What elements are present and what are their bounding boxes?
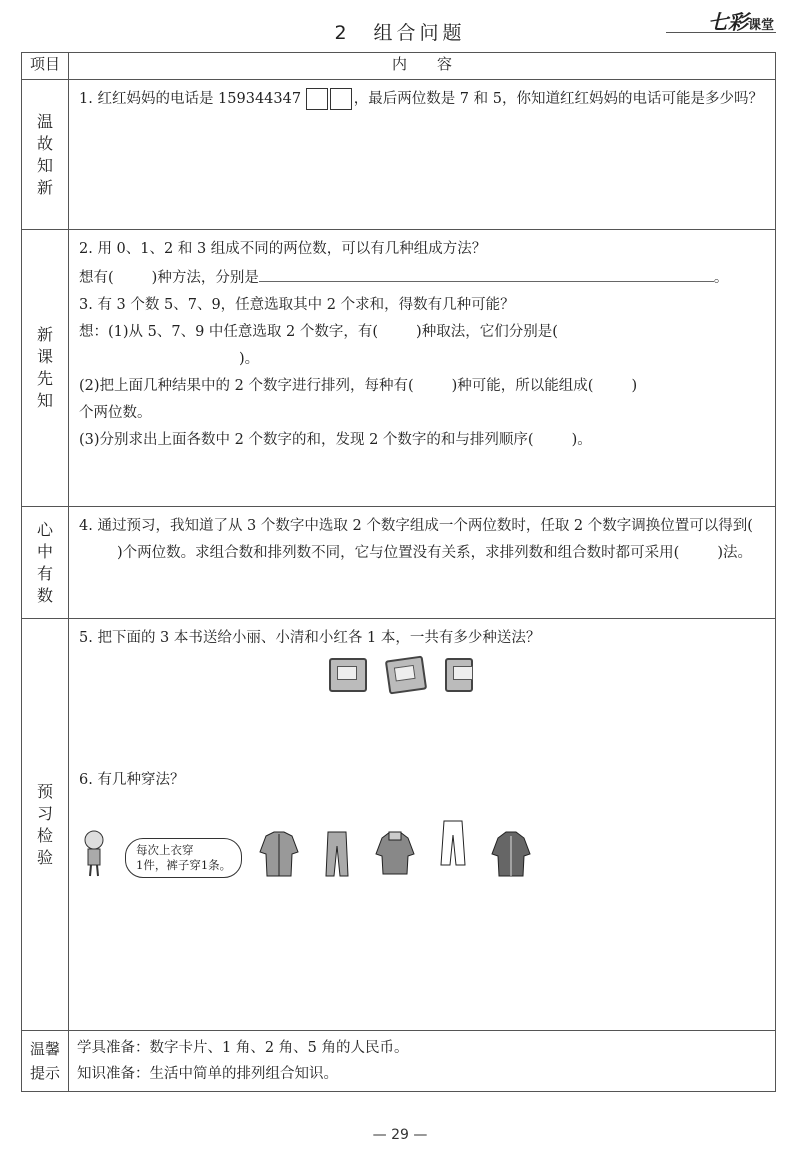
brand-logo: 七彩课堂: [707, 10, 774, 34]
q3-part1-end: )。: [239, 351, 260, 367]
answer-box-1[interactable]: [306, 88, 328, 110]
speech-bubble: 每次上衣穿 1件，裤子穿1条。: [125, 838, 242, 878]
clothes-row: [79, 808, 765, 878]
jacket-icon: [258, 830, 300, 878]
q3-part2: (2)把上面几种结果中的 2 个数字进行排列，每种有( )种可能，所以能组成( ): [79, 378, 638, 394]
lesson-table: [21, 52, 776, 1092]
q5-text: 5. 把下面的 3 本书送给小丽、小清和小红各 1 本，一共有多少种送法？: [79, 630, 541, 646]
q4-text-c: )法。: [717, 545, 752, 561]
tips-label: 温馨 提示: [22, 1031, 69, 1092]
row-check: [22, 619, 776, 1031]
new-content: [69, 230, 776, 507]
new-label: 新课先知: [22, 230, 69, 507]
q1-text-a: 1. 红红妈妈的电话是 159344347: [79, 91, 302, 107]
q3-part3: (3)分别求出上面各数中 2 个数字的和，发现 2 个数字的和与排列顺序( )。: [79, 432, 592, 448]
check-label: 预习检验: [22, 619, 69, 1031]
girl-icon: [79, 828, 109, 878]
check-content: [69, 619, 776, 1031]
q4-text-a: 4. 通过预习，我知道了从 3 个数字中选取 2 个数字组成一个两位数时，任取 2 个数字调换位置可以得到(: [79, 518, 753, 534]
parka-icon: [490, 830, 532, 878]
book-icon: [329, 658, 367, 692]
tips-line-1: 学具准备：数字卡片、1 角、2 角、5 角的人民币。: [77, 1040, 409, 1056]
pants-icon: [432, 808, 474, 878]
q6-text: 6. 有几种穿法？: [79, 772, 185, 788]
trousers-icon: [316, 830, 358, 878]
q4-text-b: )个两位数。求组合数和排列数不同，它与位置没有关系，求排列数和组合数时都可采用(: [117, 545, 680, 561]
coat-icon: [374, 830, 416, 878]
table-header-row: [22, 53, 776, 80]
page-number: — 29 —: [372, 1127, 428, 1143]
q3-part1: 想：(1)从 5、7、9 中任意选取 2 个数字，有( )种取法，它们分别是(: [79, 324, 558, 340]
tips-content: [69, 1031, 776, 1092]
row-review: [22, 80, 776, 230]
heart-content: [69, 507, 776, 619]
review-content: [69, 80, 776, 230]
q1-text-b: ，最后两位数是 7 和 5，你知道红红妈妈的电话可能是多少吗？: [353, 91, 763, 107]
review-label: 温故知新: [22, 80, 69, 230]
q2-text: 2. 用 0、1、2 和 3 组成不同的两位数，可以有几种组成方法？: [79, 241, 487, 257]
row-new: [22, 230, 776, 507]
books-row: [329, 658, 765, 692]
book-icon: [445, 658, 473, 692]
header-content: 内 容: [69, 53, 776, 80]
q2-answer-line[interactable]: [259, 263, 714, 282]
answer-box-2[interactable]: [330, 88, 352, 110]
q3-text: 3. 有 3 个数 5、7、9，任意选取其中 2 个求和，得数有几种可能？: [79, 297, 515, 313]
brand-underline: [666, 32, 776, 33]
q2-think: 想有( )种方法，分别是 。: [79, 263, 765, 292]
header-item: 项目: [22, 53, 69, 80]
row-heart: [22, 507, 776, 619]
heart-label: 心中有数: [22, 507, 69, 619]
q3-part2-end: 个两位数。: [79, 405, 152, 421]
book-icon: [385, 656, 427, 695]
tips-line-2: 知识准备：生活中简单的排列组合知识。: [77, 1066, 338, 1082]
row-tips: [22, 1031, 776, 1092]
page-title: 2 组合问题: [334, 22, 466, 44]
